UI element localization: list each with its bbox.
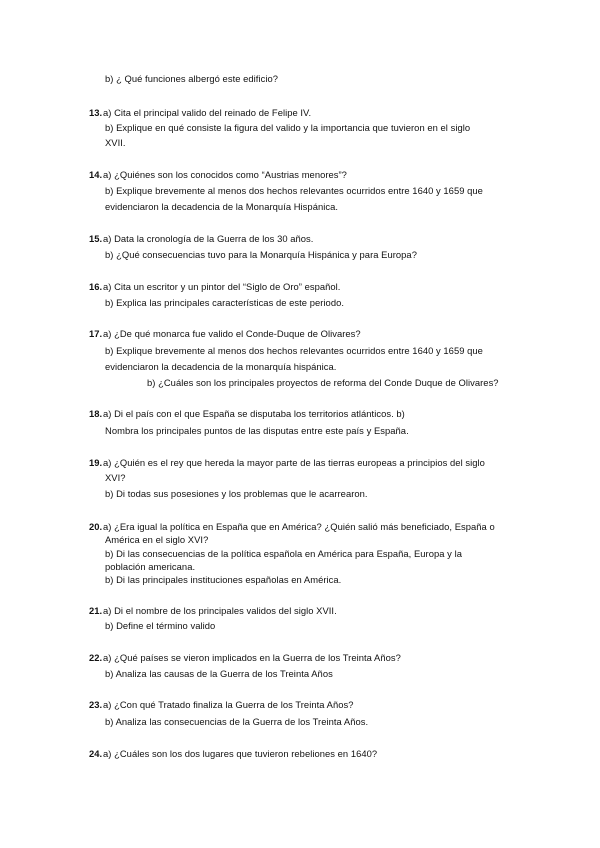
question-19-line-1: a) ¿Quién es el rey que hereda la mayor parte de las tierras europeas a principios del siglo — [103, 457, 485, 468]
question-14-line-2: b) Explique brevemente al menos dos hechos relevantes ocurridos entre 1640 y 1659 que — [105, 185, 483, 196]
question-18-line-2: Nombra los principales puntos de las disputas entre este país y España. — [105, 425, 409, 436]
question-24-line-1: a) ¿Cuáles son los dos lugares que tuvieron rebeliones en 1640? — [103, 748, 378, 759]
question-number-17: 17. — [89, 328, 103, 339]
question-16-line-1: a) Cita un escritor y un pintor del “Siglo de Oro” español. — [103, 281, 341, 292]
question-22-line-1: a) ¿Qué países se vieron implicados en la Guerra de los Treinta Años? — [103, 652, 401, 663]
question-17-line-4: b) ¿Cuáles son los principales proyectos de reforma del Conde Duque de Olivares? — [147, 377, 499, 388]
question-number-13: 13. — [89, 107, 103, 118]
question-21-line-1: a) Di el nombre de los principales validos del siglo XVII. — [103, 605, 337, 616]
question-20-line-4: población americana. — [105, 561, 196, 572]
question-number-24: 24. — [89, 748, 103, 759]
question-23-line-1: a) ¿Con qué Tratado finaliza la Guerra de los Treinta Años? — [103, 699, 354, 710]
question-20-line-1: a) ¿Era igual la política en España que en América? ¿Quién salió más beneficiado, España o — [103, 521, 495, 532]
question-number-21: 21. — [89, 605, 103, 616]
question-13-line-1: a) Cita el principal valido del reinado de Felipe IV. — [103, 107, 312, 118]
question-number-14: 14. — [89, 169, 103, 180]
question-number-23: 23. — [89, 699, 103, 710]
question-number-15: 15. — [89, 233, 103, 244]
question-19-line-3: b) Di todas sus posesiones y los problemas que le acarrearon. — [105, 488, 368, 499]
question-number-20: 20. — [89, 521, 103, 532]
question-23-line-2: b) Analiza las consecuencias de la Guerra de los Treinta Años. — [105, 716, 369, 727]
question-15-line-2: b) ¿Qué consecuencias tuvo para la Monarquía Hispánica y para Europa? — [105, 249, 417, 260]
question-18-line-1: a) Di el país con el que España se disputaba los territorios atlánticos. b) — [103, 408, 405, 419]
question-13-line-3: XVII. — [105, 137, 126, 148]
question-13-line-2: b) Explique en qué consiste la figura del valido y la importancia que tuvieron en el siglo — [105, 122, 471, 133]
question-17-line-1: a) ¿De qué monarca fue valido el Conde-Duque de Olivares? — [103, 328, 361, 339]
question-22-line-2: b) Analiza las causas de la Guerra de los Treinta Años — [105, 668, 333, 679]
question-15-line-1: a) Data la cronología de la Guerra de los 30 años. — [103, 233, 314, 244]
question-number-16: 16. — [89, 281, 103, 292]
question-21-line-2: b) Define el término valido — [105, 620, 216, 631]
question-number-19: 19. — [89, 457, 103, 468]
question-14-line-3: evidenciaron la decadencia de la Monarquía Hispánica. — [105, 201, 339, 212]
question-20-line-3: b) Di las consecuencias de la política española en América para España, Europa y la — [105, 548, 462, 559]
question-17-line-2: b) Explique brevemente al menos dos hechos relevantes ocurridos entre 1640 y 1659 que — [105, 345, 483, 356]
question-16-line-2: b) Explica las principales características de este periodo. — [105, 297, 344, 308]
question-number-18: 18. — [89, 408, 103, 419]
question-20-line-2: América en el siglo XVI? — [105, 534, 209, 545]
question-17-line-3: evidenciaron la decadencia de la monarquía hispánica. — [105, 361, 337, 372]
intro-line: b) ¿ Qué funciones albergó este edificio? — [105, 73, 278, 84]
question-14-line-1: a) ¿Quiénes son los conocidos como “Austrias menores”? — [103, 169, 347, 180]
question-number-22: 22. — [89, 652, 103, 663]
question-19-line-2: XVI? — [105, 472, 126, 483]
question-20-line-5: b) Di las principales instituciones españolas en América. — [105, 574, 342, 585]
